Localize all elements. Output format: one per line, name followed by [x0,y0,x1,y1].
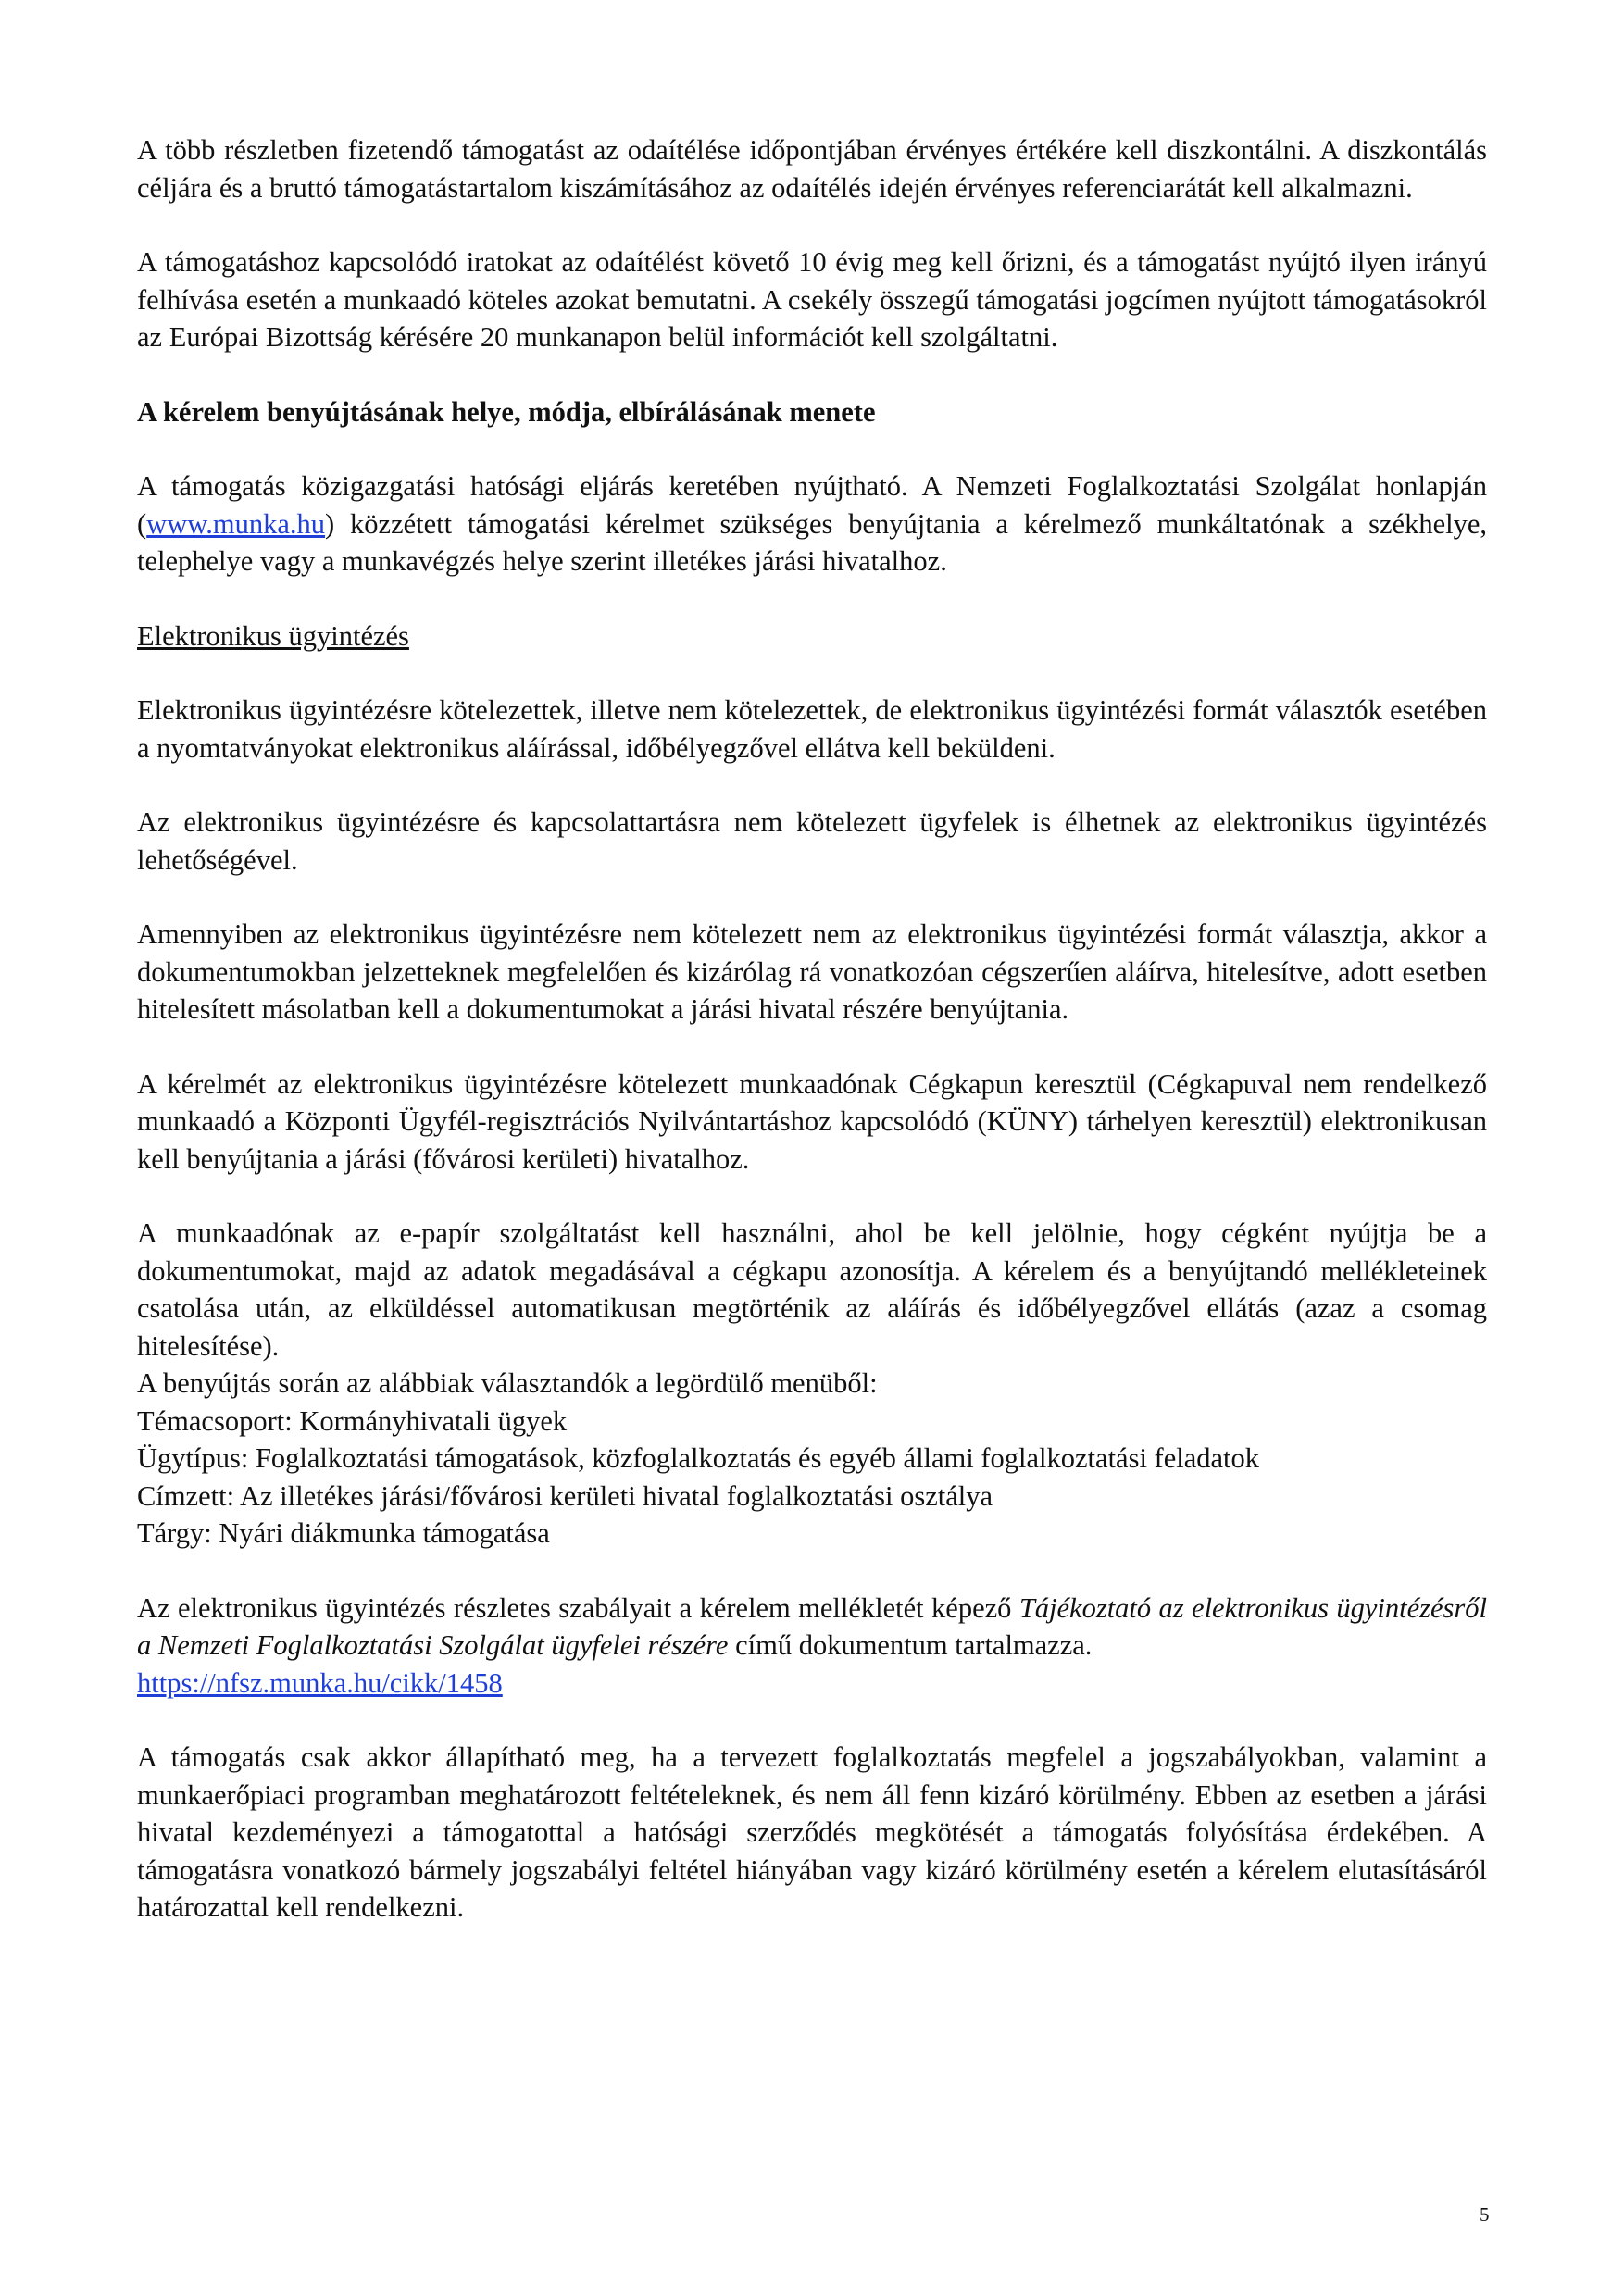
paragraph-electronic-rules [137,1590,1487,1703]
paragraph-cegkapu: A kérelmét az elektronikus ügyintézésre kötelezett munkaadónak Cégkapun keresztül (Cégkapuval nem rendelkező munkaadó a Központi Ügyfél-regisztrációs Nyilvántartáshoz kapcsolódó (KÜNY) tárhelyen keresztül) elektronikusan kell benyújtania a járási (fővárosi kerületi) hivatalhoz. [137,1067,1487,1175]
procedure-text-before-link: A támogatás közigazgatási hatósági eljárás keretében nyújtható. A Nemzeti Foglalkoztatási Szolgálat honlapján ( [137,470,1487,540]
paragraph-electronic-obligation: Elektronikus ügyintézésre kötelezettek, illetve nem kötelezettek, de elektronikus ügyintézési formát választók esetében a nyomtatványokat elektronikus aláírással, időbélyegzővel ellátva kell beküldeni. [137,694,1487,764]
electronic-admin-subheading: Elektronikus ügyintézés [137,619,409,652]
paragraph-procedure [137,468,1487,580]
dropdown-menu-instructions [137,1365,1487,1553]
rules-text-before: Az elektronikus ügyintézés részletes szabályait a kérelem mellékletét képező [137,1591,1019,1624]
rules-document-title: Tájékoztató az elektronikus ügyintézésről a Nemzeti Foglalkoztatási Szolgálat ügyfelei részére [137,1591,1487,1661]
paragraph-discounting: A több részletben fizetendő támogatást az odaítélése időpontjában érvényes értékére kell diszkontálni. A diszkontálás céljára és a bruttó támogatástartalom kiszámításához az odaítélés idején érvényes referenciarátát kell alkalmazni. [137,134,1487,204]
page-number: 5 [1480,2203,1490,2226]
nfsz-article-link[interactable]: https://nfsz.munka.hu/cikk/1458 [137,1666,503,1699]
menu-item-subject: Tárgy: Nyári diákmunka támogatása [137,1517,550,1549]
document-body [137,131,1487,1964]
paragraph-e-papir: A munkaadónak az e-papír szolgáltatást kell használni, ahol be kell jelölnie, hogy cégként nyújtja be a dokumentumokat, majd az adatok megadásával a cégkapu azonosítja. A kérelem és a benyújtandó mellékleteinek csatolása után, az elküldéssel automatikusan megtörténik az aláírás és időbélyegzővel ellátás (azaz a csomag hitelesítése). [137,1217,1487,1362]
paragraph-eligibility-decision: A támogatás csak akkor állapítható meg, ha a tervezett foglalkoztatás megfelel a jogszabályokban, valamint a munkaerőpiaci programban meghatározott feltételeknek, és nem áll fenn kizáró körülmény. Ebben az esetben a járási hivatal kezdeményezi a támogatottal a hatósági szerződés megkötését a támogatás folyósítása érdekében. A támogatásra vonatkozó bármely jogszabályi feltétel hiányában vagy kizáró körülmény esetén a kérelem elutasításáról határozattal kell rendelkezni. [137,1741,1487,1923]
rules-text-after: című dokumentum tartalmazza. [728,1629,1093,1661]
munka-hu-link[interactable]: www.munka.hu [146,507,326,540]
paragraph-electronic-optional: Az elektronikus ügyintézésre és kapcsolattartásra nem kötelezett ügyfelek is élhetnek az elektronikus ügyintézés lehetőségével. [137,806,1487,876]
menu-item-case-type: Ügytípus: Foglalkoztatási támogatások, közfoglalkoztatás és egyéb állami foglalkoztatási feladatok [137,1442,1260,1474]
menu-intro-line: A benyújtás során az alábbiak választandók a legördülő menüből: [137,1367,878,1399]
procedure-text-after-link: ) közzétett támogatási kérelmet szükséges benyújtania a kérelmező munkáltatónak a székhelye, telephelye vagy a munkavégzés helye szerint illetékes járási hivatalhoz. [137,507,1487,577]
menu-item-recipient: Címzett: Az illetékes járási/fővárosi kerületi hivatal foglalkoztatási osztálya [137,1479,993,1512]
paragraph-document-retention: A támogatáshoz kapcsolódó iratokat az odaítélést követő 10 évig meg kell őrizni, és a támogatást nyújtó ilyen irányú felhívása esetén a munkaadó köteles azokat bemutatni. A csekély összegű támogatási jogcímen nyújtott támogatásokról az Európai Bizottság kérésére 20 munkanapon belül információt kell szolgáltatni. [137,246,1487,353]
section-heading: A kérelem benyújtásának helye, módja, elbírálásának menete [137,395,876,428]
menu-item-topic-group: Témacsoport: Kormányhivatali ügyek [137,1404,568,1437]
paragraph-non-electronic: Amennyiben az elektronikus ügyintézésre nem kötelezett nem az elektronikus ügyintézési formát választja, akkor a dokumentumokban jelzetteknek megfelelően és kizárólag rá vonatkozóan cégszerűen aláírva, hitelesítve, adott esetben hitelesített másolatban kell a dokumentumokat a járási hivatal részére benyújtania. [137,918,1487,1025]
